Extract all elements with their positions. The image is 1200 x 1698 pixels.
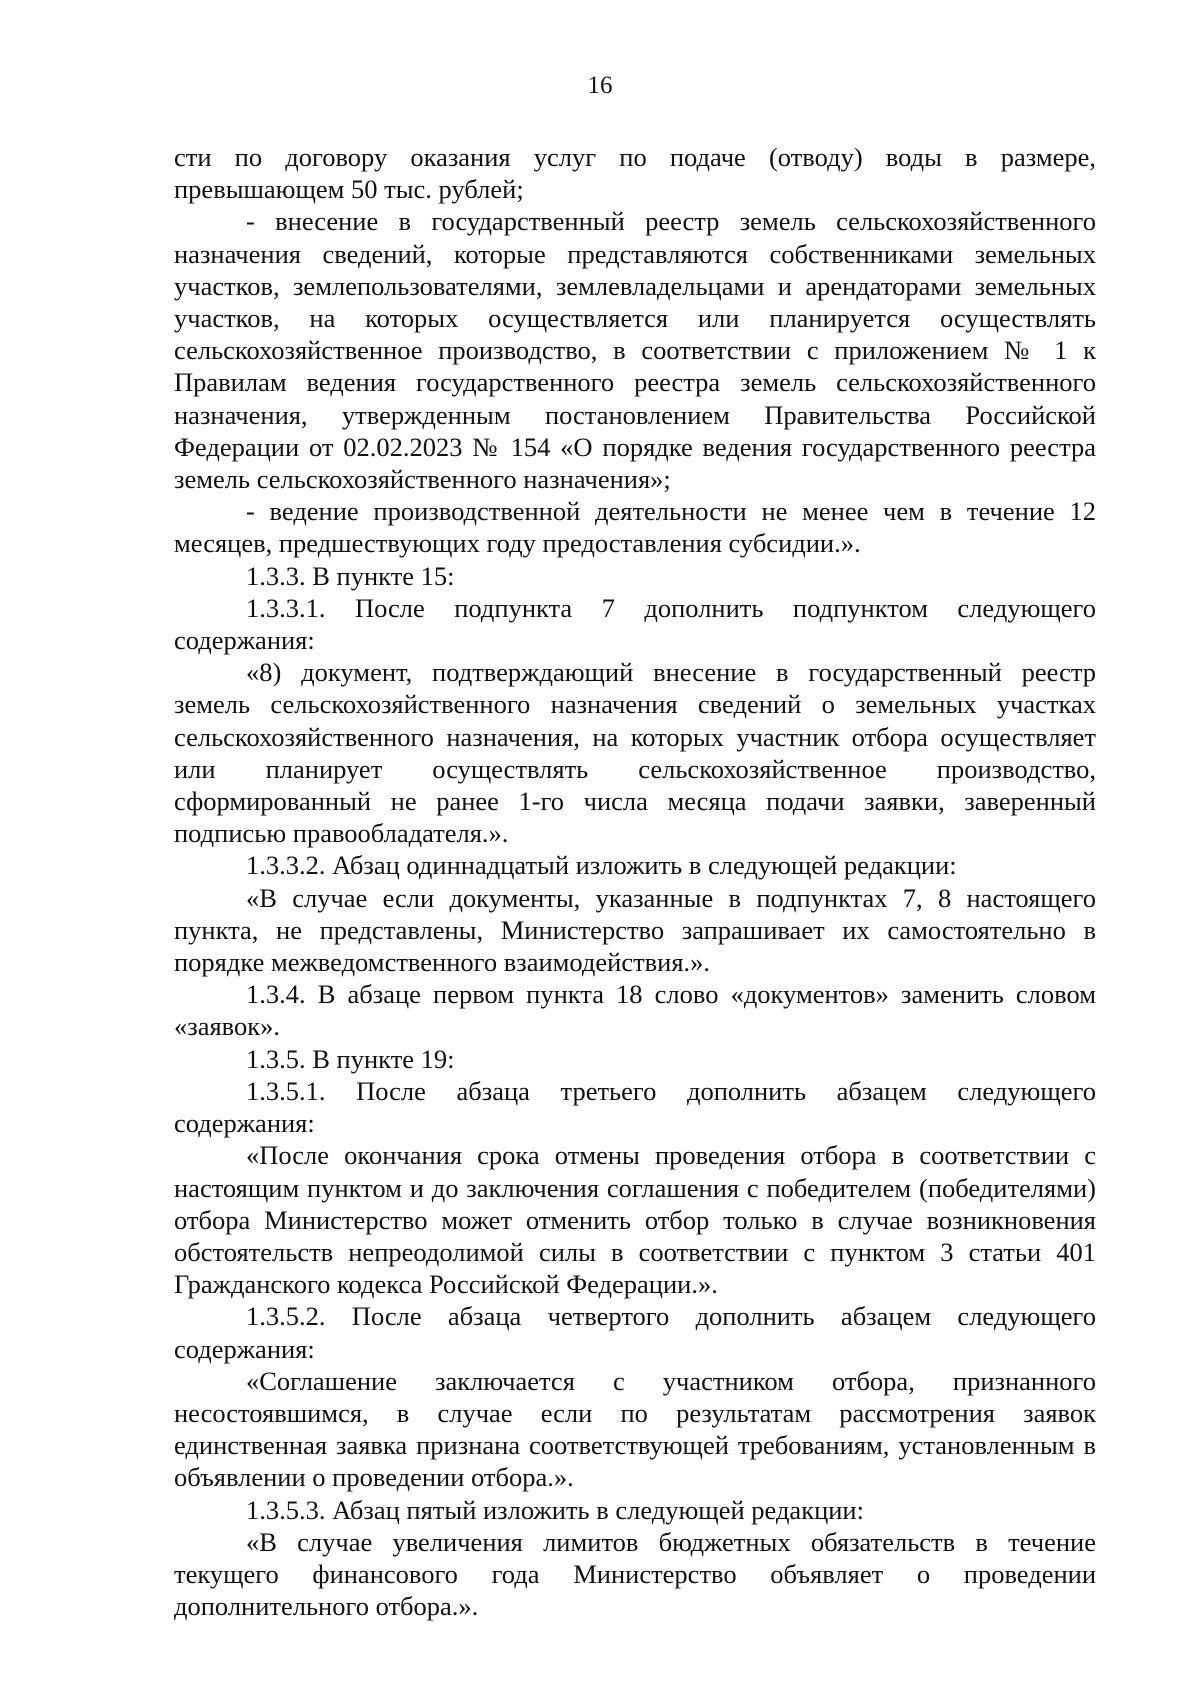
paragraph: 1.3.5. В пункте 19: xyxy=(246,1043,455,1074)
paragraph: сти по договору оказания услуг по подаче (отводу) воды в размере, превышающем 50 тыс. рублей; xyxy=(174,142,1096,205)
paragraph: 1.3.5.2. После абзаца четвертого дополнить абзацем следующего содержания: xyxy=(174,1301,1096,1364)
paragraph: 1.3.5.3. Абзац пятый изложить в следующей редакции: xyxy=(246,1494,864,1525)
paragraph: «В случае если документы, указанные в подпунктах 7, 8 настоящего пункта, не представлены, Министерство запрашивает их самостоятельно в порядке межведомственного взаимодействия.». xyxy=(174,882,1096,978)
paragraph: 1.3.5.1. После абзаца третьего дополнить абзацем следующего содержания: xyxy=(174,1075,1096,1139)
paragraph: 1.3.4. В абзаце первом пункта 18 слово «документов» заменить словом «заявок». xyxy=(174,979,1096,1042)
paragraph: «8) документ, подтверждающий внесение в государственный реестр земель сельскохозяйственного назначения сведений о земельных участках сельскохозяйственного назначения, на которых участник отбора осуществляет или планирует осуществлять сельскохозяйственное производство, сформированный не ранее 1-го числа месяца подачи заявки, заверенный подписью правообладателя.». xyxy=(174,657,1096,849)
paragraph: «После окончания срока отмены проведения отбора в соответствии с настоящим пунктом и до заключения соглашения с победителем (победителями) отбора Министерство может отменить отбор только в случае возникновения обстоятельств непреодолимой силы в соответствии с пунктом 3 статьи 401 Гражданского кодекса Российской Федерации.». xyxy=(174,1140,1096,1300)
paragraph: «Соглашение заключается с участником отбора, признанного несостоявшимся, в случае если по результатам рассмотрения заявок единственная заявка признана соответствующей требованиям, установленным в объявлении о проведении отбора.». xyxy=(174,1365,1096,1493)
paragraph: - ведение производственной деятельности не менее чем в течение 12 месяцев, предшествующих году предоставления субсидии.». xyxy=(174,496,1096,559)
paragraph: - внесение в государственный реестр земель сельскохозяйственного назначения сведений, которые представляются собственниками земельных участков, землепользователями, землевладельцами и арендаторами земельных участков, на которых осуществляется или планируется осуществлять сельскохозяйственное производство, в соответствии с приложением № 1 к Правилам ведения государственного реестра земель сельскохозяйственного назначения, утвержденным постановлением Правительства Российской Федерации от 02.02.2023 № 154 «О порядке ведения государственного реестра земель сельскохозяйственного назначения»; xyxy=(174,206,1096,495)
document-body xyxy=(174,141,1096,1622)
paragraph: «В случае увеличения лимитов бюджетных обязательств в течение текущего финансового года Министерство объявляет о проведении дополнительного отбора.». xyxy=(174,1526,1096,1622)
paragraph: 1.3.3.1. После подпункта 7 дополнить подпунктом следующего содержания: xyxy=(174,592,1096,656)
paragraph: 1.3.3.2. Абзац одиннадцатый изложить в следующей редакции: xyxy=(246,850,957,881)
page-number: 16 xyxy=(587,72,613,99)
paragraph: 1.3.3. В пункте 15: xyxy=(246,560,455,591)
